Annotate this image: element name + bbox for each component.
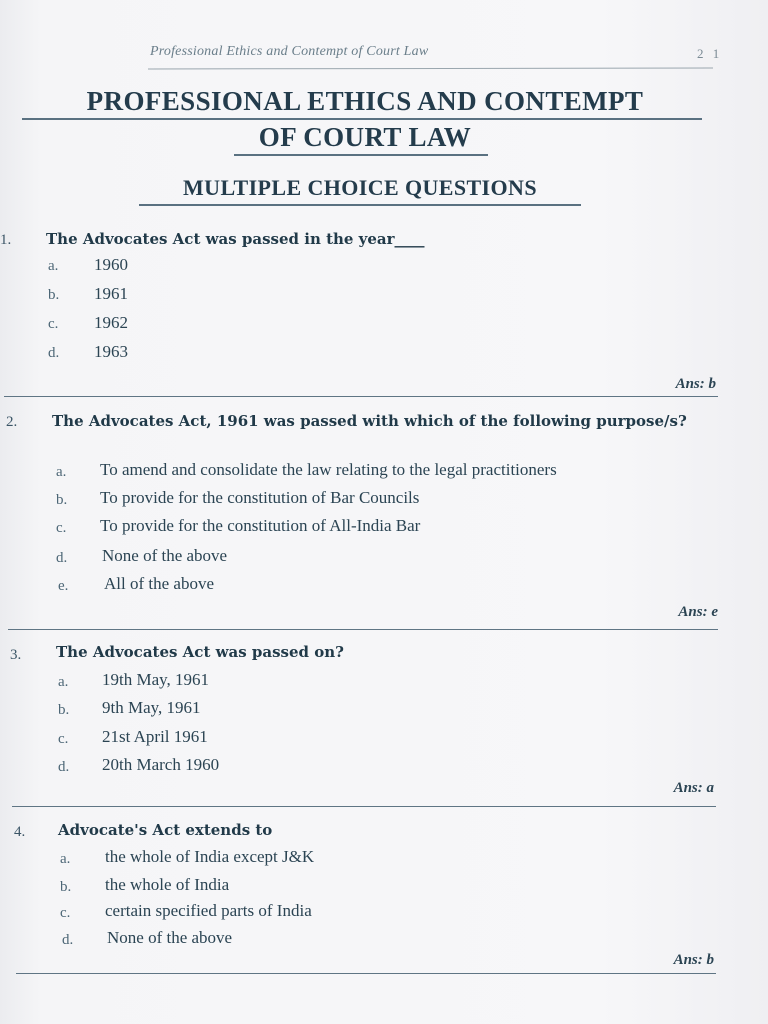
q1-separator: [4, 396, 718, 397]
q1-option-b-letter: b.: [48, 287, 60, 303]
page-title-line-1: PROFESSIONAL ETHICS AND CONTEMPT: [86, 86, 644, 116]
q1-option-c-letter: c.: [48, 316, 59, 332]
page-number: 2 1: [697, 46, 723, 61]
q1-option-a-text: 1960: [94, 255, 128, 274]
q1-option-b-text: 1961: [94, 284, 128, 303]
question-2-text: The Advocates Act, 1961 was passed with which of the following purpose/s?: [52, 412, 687, 430]
q2-answer: Ans: e: [678, 604, 718, 620]
q3-option-d-text: 20th March 1960: [102, 755, 220, 774]
q4-option-c-letter: c.: [60, 905, 71, 921]
question-3-number: 3.: [10, 647, 22, 663]
q4-option-a-text: the whole of India except J&K: [105, 847, 315, 866]
q4-option-d-letter: d.: [62, 932, 74, 948]
q3-answer: Ans: a: [673, 780, 714, 796]
question-4-text: Advocate's Act extends to: [58, 821, 273, 839]
q2-option-b-letter: b.: [56, 492, 68, 508]
q3-option-a-text: 19th May, 1961: [102, 670, 210, 689]
q1-answer: Ans: b: [675, 376, 716, 392]
q2-option-a-text: To amend and consolidate the law relating to the legal practitioners: [100, 460, 557, 479]
q4-separator: [16, 973, 716, 974]
q2-option-c-letter: c.: [56, 520, 67, 536]
q3-option-b-text: 9th May, 1961: [102, 698, 201, 717]
question-3-text: The Advocates Act was passed on?: [56, 643, 344, 661]
q1-option-a-letter: a.: [48, 258, 59, 274]
q3-option-b-letter: b.: [58, 702, 70, 718]
question-1-number: 1.: [0, 232, 12, 248]
q3-separator: [12, 806, 716, 807]
q4-option-a-letter: a.: [60, 851, 71, 867]
q3-option-c-text: 21st April 1961: [102, 727, 208, 746]
q4-option-d-text: None of the above: [107, 928, 233, 947]
q2-option-d-text: None of the above: [102, 546, 228, 565]
q1-option-d-text: 1963: [94, 342, 128, 361]
question-1-text: The Advocates Act was passed in the year____: [46, 230, 425, 248]
question-4-number: 4.: [14, 824, 26, 840]
q1-option-c-text: 1962: [94, 313, 128, 332]
q3-option-a-letter: a.: [58, 674, 69, 690]
q1-option-d-letter: d.: [48, 345, 60, 361]
subtitle-underline: [139, 204, 581, 206]
q2-option-e-text: All of the above: [104, 574, 214, 593]
q2-option-e-letter: e.: [58, 578, 69, 594]
q2-option-a-letter: a.: [56, 464, 67, 480]
section-subtitle: MULTIPLE CHOICE QUESTIONS: [183, 175, 537, 200]
title-underline-2: [234, 154, 488, 156]
q3-option-c-letter: c.: [58, 731, 69, 747]
q4-answer: Ans: b: [673, 952, 714, 968]
header-rule: [148, 68, 713, 70]
q2-option-b-text: To provide for the constitution of Bar Councils: [100, 488, 420, 507]
q2-option-d-letter: d.: [56, 550, 68, 566]
q2-option-c-text: To provide for the constitution of All-India Bar: [100, 516, 421, 535]
running-header: Professional Ethics and Contempt of Court Law: [150, 44, 429, 59]
q4-option-c-text: certain specified parts of India: [105, 901, 312, 920]
q2-separator: [8, 629, 718, 630]
q4-option-b-text: the whole of India: [105, 875, 230, 894]
question-2-number: 2.: [6, 414, 18, 430]
title-underline-1: [22, 118, 702, 120]
q3-option-d-letter: d.: [58, 759, 70, 775]
q4-option-b-letter: b.: [60, 879, 72, 895]
page-title-line-2: OF COURT LAW: [258, 122, 472, 152]
